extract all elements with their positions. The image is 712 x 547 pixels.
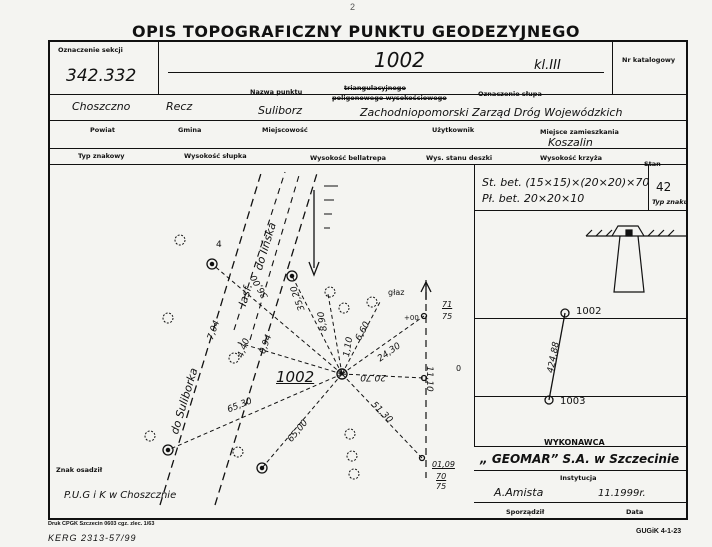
distance-label: 4,40 xyxy=(236,337,253,360)
cross-height-label: Wysokość krzyża xyxy=(540,154,603,162)
point-name-value: Suliborz xyxy=(258,104,303,117)
road-label-right-2: Iasf. xyxy=(236,282,256,308)
km-71: 71 xyxy=(442,300,453,309)
survey-date: 11.1999r. xyxy=(598,488,646,499)
district-value: Choszczno xyxy=(72,100,131,113)
platform-height-label: Wys. stanu deszki xyxy=(426,154,493,162)
distance-label: 35,20 xyxy=(289,284,308,312)
distance-label: 51,30 xyxy=(368,400,395,426)
print-note: Druk CPGK Szczecin 0603 cgz. zlec. 1/63 xyxy=(48,521,155,527)
distance-label: 1,10 xyxy=(342,336,356,358)
form-code: GUGiK 4-1-23 xyxy=(636,528,682,535)
catalog-label: Nr katalogowy xyxy=(622,56,676,64)
executor-header: WYKONAWCA xyxy=(544,438,605,447)
institution-label: Instytucja xyxy=(560,474,597,482)
residence-label: Miejsce zamieszkania xyxy=(540,128,619,136)
road-label-right-1: do Iińska xyxy=(252,220,279,272)
sheet-value: 342.332 xyxy=(66,66,137,86)
beacon-height-label: Wysokość bellatrepa xyxy=(310,154,387,162)
locality-label: Miejscowość xyxy=(262,126,308,134)
baseline-distance: 424,88 xyxy=(546,341,562,374)
km-75b: 75 xyxy=(436,482,447,491)
point-number: 1002 xyxy=(374,48,425,72)
point-1002-label: 1002 xyxy=(576,306,602,317)
km-70: 70 xyxy=(436,472,447,481)
pillar-label: Oznaczenie słupa xyxy=(478,90,542,98)
glaz-label: głaz xyxy=(388,288,405,297)
distance-label: 8,90 xyxy=(316,310,330,332)
mark-origin-value: P.U.G i K w Choszcznie xyxy=(64,490,177,501)
residence-value: Koszalin xyxy=(548,136,593,149)
commune-value: Recz xyxy=(166,100,193,113)
type-triangulation: triangulacyjnego xyxy=(344,84,406,92)
zero-label: 0 xyxy=(456,364,462,373)
point-1003-label: 1003 xyxy=(560,396,586,407)
road-label-left: do Suliborka xyxy=(168,366,201,436)
mark-type-label: Typ znaku xyxy=(652,198,689,206)
surveyor-name: A.Amista xyxy=(494,486,544,499)
distance-label: 7,04 xyxy=(206,319,223,342)
construction-st-bet: St. bet. (15×15)×(20×20)×70 xyxy=(482,176,650,189)
distance-label: 65,00 xyxy=(286,418,311,445)
executor-name: „ GEOMAR” S.A. w Szczecinie xyxy=(480,452,680,466)
post-height-label: Wysokość słupka xyxy=(184,152,247,160)
km-sign-2: 01,09 xyxy=(432,460,455,469)
class-value: kl.III xyxy=(534,58,561,73)
distance-label: 65,30 xyxy=(226,396,254,416)
stray-mark: 2 xyxy=(350,2,356,12)
sheet-label: Oznaczenie sekcji xyxy=(58,46,123,54)
document-title: OPIS TOPOGRAFICZNY PUNKTU GEODEZYJNEGO xyxy=(132,22,580,41)
construction-pl-bet: Pł. bet. 20×20×10 xyxy=(482,192,585,205)
point-name-label: Nazwa punktu xyxy=(250,88,303,96)
type-polygon: poligonowego wysokościowego xyxy=(332,94,447,102)
state-label: Stan xyxy=(644,160,661,168)
km-sign-1: +00 xyxy=(404,314,419,322)
print-code: KERG 2313-57/99 xyxy=(48,533,137,543)
commune-label: Gmina xyxy=(178,126,202,134)
owner-label: Użytkownik xyxy=(432,126,475,134)
prepared-label: Sporządził xyxy=(506,508,545,516)
district-label: Powiat xyxy=(90,126,115,134)
distance-label: 20,70 xyxy=(360,372,386,382)
distance-label: 11,10 xyxy=(424,366,434,392)
owner-value: Zachodniopomorski Zarząd Dróg Wojewódzkich xyxy=(360,106,623,119)
distance-label: 6,60 xyxy=(354,320,373,343)
distance-label: 24,30 xyxy=(376,341,403,365)
km-75a: 75 xyxy=(442,312,453,321)
distance-label: 0,94 xyxy=(258,333,275,356)
distance-label: 36,00 xyxy=(249,272,271,300)
mark-origin-label: Znak osadził xyxy=(56,466,103,474)
mark-count: 42 xyxy=(656,180,672,194)
sketch-point-label: 1002 xyxy=(276,368,315,386)
sign-type-label: Typ znakowy xyxy=(78,152,125,160)
date-label: Data xyxy=(626,508,644,516)
post-4-label: 4 xyxy=(216,240,222,250)
